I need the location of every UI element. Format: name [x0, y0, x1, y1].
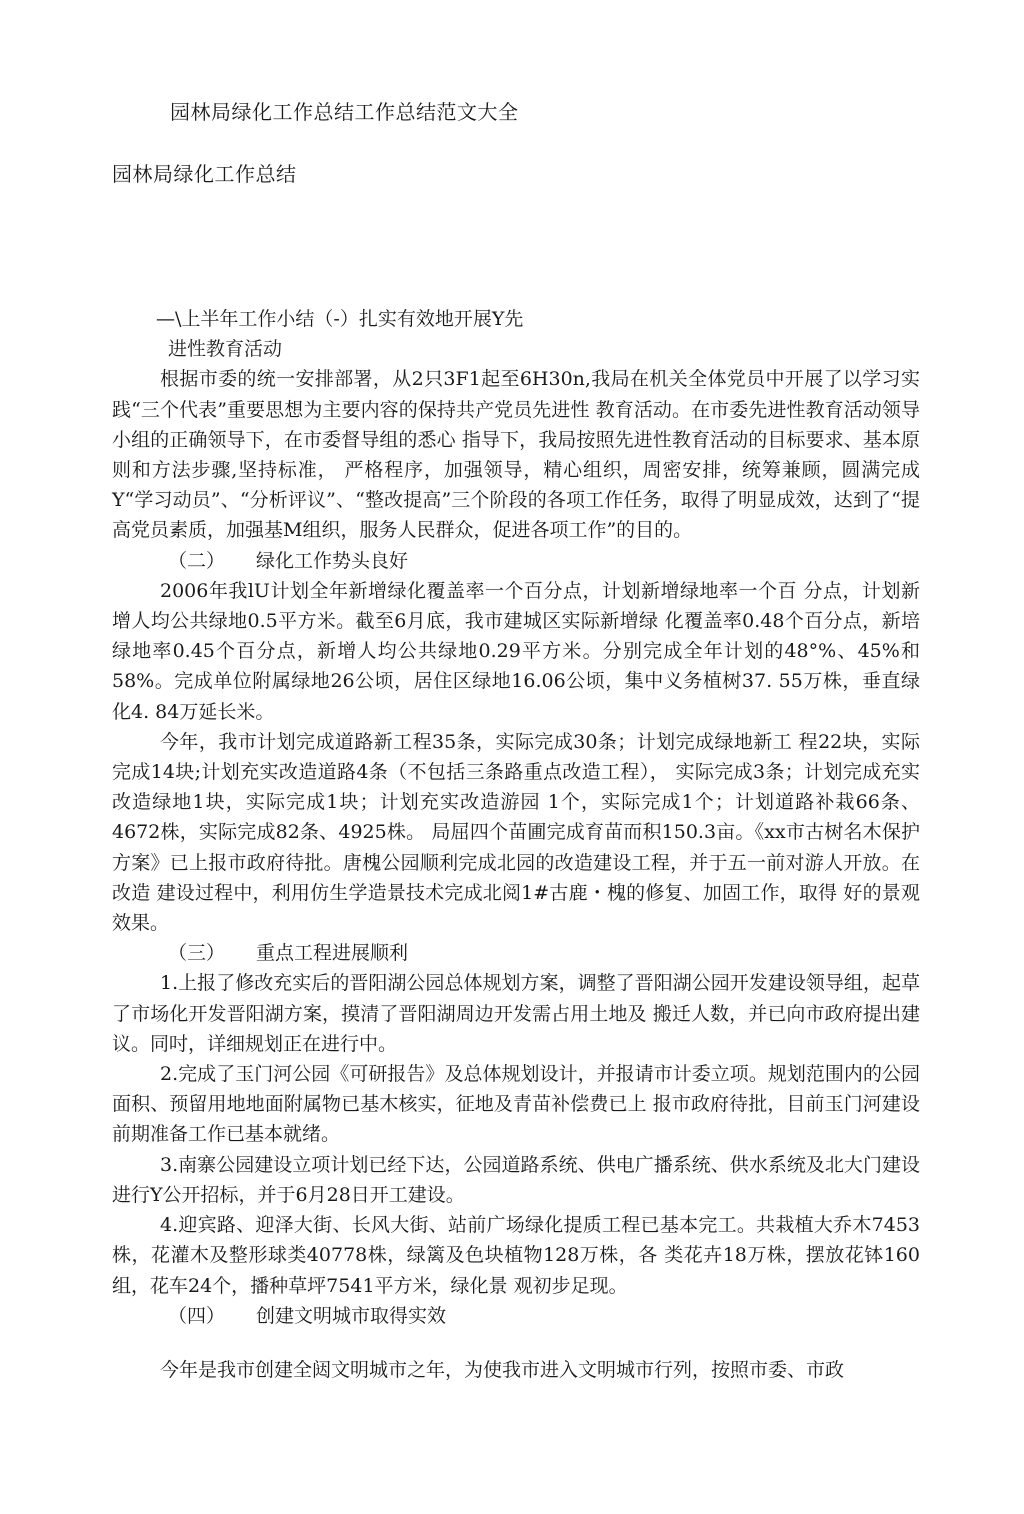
section-4-title: 创建文明城市取得实效 — [256, 1304, 447, 1327]
section-3-heading — [112, 938, 920, 968]
section-4-label: （四） — [168, 1304, 226, 1327]
section-3-item-4: 4.迎宾路、迎泽大街、长风大街、站前广场绿化提质工程已基本完工。共栽植大乔木7453株，花灌木及整形球类40778株，绿篱及色块植物128万株，各 类花卉18万株，摆放花钵160组，花车24个，播种草坪7541平方米，绿化景 观初步足现。 — [112, 1214, 920, 1297]
section-1-heading-cont: 进性教育活动 — [168, 338, 283, 361]
section-2-label: （二） — [168, 549, 226, 572]
section-2-title: 绿化工作势头良好 — [256, 549, 409, 572]
section-3-item-1: 1.上报了修改充实后的晋阳湖公园总体规划方案，调整了晋阳湖公园开发建设领导组，起草了市场化开发晋阳湖方案，摸清了晋阳湖周边开发需占用土地及 搬迁人数，并已向市政府提出建议。同吋，详细规划正在进行中。 — [112, 972, 920, 1055]
section-1-heading: —\上半年工作小结（-）扎实有效地开展Y先 — [156, 308, 524, 330]
section-2-paragraph-1: 2006年我lU计划全年新增绿化覆盖率一个百分点，计划新增绿地率一个百 分点，计划新增人均公共绿地0.5平方米。截至6月底，我市建城区实际新增绿 化覆盖率0.48个百分点，新培绿地率0.45个百分点，新增人均公共绿地0.29平方米。分别完成全年计划的48°%、45%和58%。完成单位附属绿地26公顷，居住区绿地16.06公顷，集中义务植树37. 55万株，垂直绿化4. 84万延长米。 — [112, 579, 920, 723]
section-2-heading — [112, 546, 920, 576]
paragraph-gap — [112, 1331, 920, 1355]
section-3-item-2: 2.完成了玉门河公园《可研报告》及总体规划设计，并报请市计委立项。规划范围内的公园面积、预留用地地面附属物已基木核实，征地及青苗补偿费已上 报市政府待批，目前玉门河建设前期准备工作已基本就绪。 — [112, 1063, 920, 1146]
section-2-paragraph-2: 今年，我市计划完成道路新工程35条，实际完成30条；计划完成绿地新工 程22块，实际完成14块;计划充实改造道路4条（不包括三条路重点改造工程）， 实际完成3条；计划完成充实改造绿地1块，实际完成1块；计划充实改造游园 1个，实际完成1个；计划道路补栽66条、4672株，实际完成82条、4925株。 局屈四个苗圃完成育苗而积150.3亩。《xx市古树名木保护方案》已上报市政府待批。唐槐公园顺利完成北园的改造建设工程，并于五一前对游人开放。在改造 建设过程中，利用仿生学造景技术完成北阅1#古鹿・槐的修复、加固工作，取得 好的景观效果。 — [112, 730, 920, 935]
section-3-title: 重点工程进展顺利 — [256, 942, 409, 965]
section-1-paragraph: 根据市委的统一安排部署，从2只3F1起至6H30n,我局在机关全体党员中开展了以学习实践“三个代表”重要思想为主要内容的保持共产党员先进性 教育活动。在市委先进性教育活动领导小组的正确领导下，在市委督导组的悉心 指导下，我局按照先进性教育活动的目标要求、基本原则和方法步骤,坚持标准， 严格程序，加强领导，精心组织，周密安排，统筹兼顾，圆满完成Y“学习动员”、“分析评议”、“整改提高”三个阶段的各项工作任务，取得了明显成效，达到了“提高党员素质，加强基M组织，服务人民群众，促进各项工作”的目的。 — [112, 368, 920, 542]
section-3-label: （三） — [168, 942, 226, 965]
document-subtitle: 园林局绿化工作总结 — [112, 162, 297, 186]
section-4-paragraph: 今年是我市创建全闼文明城市之年，为使我市进入文明城市行列，按照市委、市政 — [160, 1358, 845, 1381]
section-4-heading — [112, 1301, 920, 1331]
section-3-item-3: 3.南寨公园建设立项计划已经下达，公园道路系统、供电广播系统、供水系统及北大门建设进行Y公开招标，并于6月28日开工建设。 — [112, 1153, 920, 1206]
document-body — [112, 304, 920, 1385]
document-title: 园林局绿化工作总结工作总结范文大全 — [170, 100, 519, 124]
